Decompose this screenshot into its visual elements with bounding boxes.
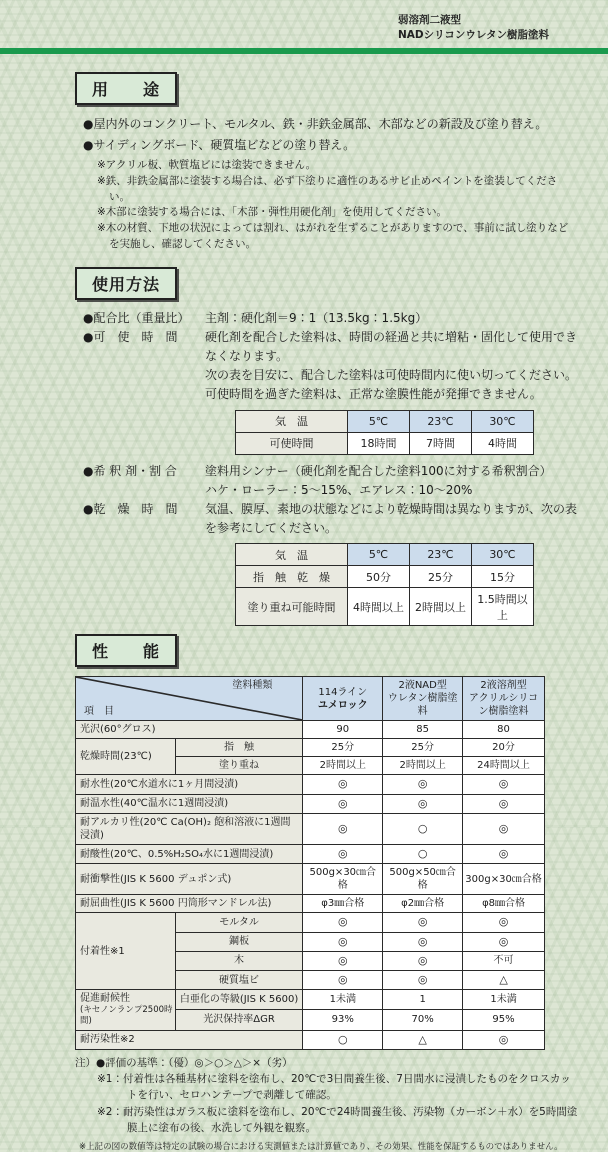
table-row: [236, 588, 534, 626]
table-row: [236, 544, 534, 566]
method-row-dry-time: [83, 500, 578, 538]
adhesion-note: ※1：付着性は各種基材に塗料を塗布し、20℃で3日間養生後、7日間水に浸漬したものをクロスカットを行い、セロハンテープで剥離して確認。: [97, 1073, 571, 1102]
perf-value: ◎: [383, 794, 463, 813]
method-row-text: [205, 500, 578, 538]
perf-col-line1: 2液溶剤型: [480, 680, 527, 692]
perf-sub-label: 木: [175, 951, 303, 970]
perf-col-acryl-silicone: [463, 677, 545, 721]
method-row-text: [205, 462, 578, 500]
pot-life-line: 可使時間を過ぎた塗料は、正常な塗膜性能が発揮できません。: [205, 387, 542, 402]
method-row-text: 主剤：硬化剤＝9：1（13.5kg：1.5kg）: [205, 310, 428, 325]
perf-value: ○: [383, 813, 463, 844]
perf-value: ◎: [463, 844, 545, 863]
perf-value: 20分: [463, 739, 545, 757]
usage-note: ※木の材質、下地の状況によっては割れ、はがれを生ずることがありますので、事前に試し塗りなどを実施し、確認してください。: [97, 222, 569, 250]
table-row: [76, 677, 545, 721]
perf-value: φ8㎜合格: [463, 895, 545, 913]
method-row-pot-life: [83, 328, 578, 405]
dry-time-line: 気温、膜厚、素地の状態などにより乾燥時間は異なりますが、次の表を参考にしてください。: [205, 501, 578, 536]
method-row-thinner: [83, 462, 578, 500]
table-row-stain: [76, 1030, 545, 1049]
perf-sub-label: 塗り重ね: [175, 757, 303, 775]
perf-sub-label: 光沢保持率ΔGR: [175, 1010, 303, 1030]
perf-row-label: 耐水性(20℃水道水に1ヶ月間浸漬): [76, 775, 303, 794]
perf-value: 2時間以上: [383, 757, 463, 775]
perf-value: ◎: [463, 775, 545, 794]
perf-value: φ2㎜合格: [383, 895, 463, 913]
perf-value: 25分: [303, 739, 383, 757]
method-row-text: [205, 328, 578, 405]
perf-value: ◎: [303, 844, 383, 863]
method-row-label: ●可 使 時 間: [83, 329, 178, 344]
perf-value: ◎: [383, 932, 463, 951]
table-row-flex: [76, 895, 545, 913]
method-section: [75, 267, 578, 627]
perf-value: 1未満: [463, 990, 545, 1010]
dry-time-value: 50分: [348, 566, 410, 588]
pot-life-header-temp: 気 温: [236, 410, 348, 432]
disclaimer-fine-print: ※上記の図の数値等は特定の試験の場合における実測値または計算値であり、その効果、性能を保証するものではありません。: [79, 1142, 563, 1152]
table-row-weathering-chalking: [76, 990, 545, 1010]
perf-value: ◎: [383, 775, 463, 794]
perf-col-line2: ユメロック: [317, 699, 368, 711]
perf-value: ◎: [463, 1030, 545, 1049]
perf-value: 85: [383, 721, 463, 739]
perf-value: 500g×50㎝合格: [383, 864, 463, 895]
recoat-row-label: 塗り重ね可能時間: [236, 588, 348, 626]
table-row-water: [76, 775, 545, 794]
perf-value: ◎: [303, 794, 383, 813]
usage-note: ※アクリル板、軟質塩ビには塗装できません。: [97, 159, 317, 172]
table-row: [236, 432, 534, 454]
method-row-label: ●配合比（重量比）: [83, 310, 190, 325]
perf-row-label: 光沢(60°グロス): [76, 721, 303, 739]
table-row-gloss: [76, 721, 545, 739]
perf-row-label: 耐屈曲性(JIS K 5600 円筒形マンドレル法): [76, 895, 303, 913]
table-row-adhesion-mortar: [76, 913, 545, 932]
perf-row-label: 耐酸性(20℃、0.5%H₂SO₄水に1週間浸漬): [76, 844, 303, 863]
stain-note: ※2：耐汚染性はガラス板に塗料を塗布し、20℃で24時間養生後、汚染物（カーボン＋水）を5時間塗膜上に塗布の後、水洗して外観を観察。: [97, 1105, 578, 1134]
evaluation-criteria-note: 注）●評価の基準：（優）◎＞○＞△＞×（劣）: [75, 1056, 293, 1069]
perf-corner-paint-type: 塗料種類: [232, 680, 273, 692]
perf-value: 25分: [383, 739, 463, 757]
table-row: [236, 410, 534, 432]
table-row-drytime-touch: [76, 739, 545, 757]
perf-corner-item: 項 目: [84, 706, 114, 718]
perf-value: ◎: [383, 971, 463, 990]
pot-life-header-5c: 5℃: [348, 410, 410, 432]
perf-value: ◎: [303, 775, 383, 794]
pot-life-header-30c: 30℃: [472, 410, 534, 432]
perf-sub-label: 指 触: [175, 739, 303, 757]
usage-notes: [97, 158, 578, 253]
perf-value: 1未満: [303, 990, 383, 1010]
table-row-acid: [76, 844, 545, 863]
perf-value: ◎: [463, 913, 545, 932]
method-section-title: 使用方法: [75, 267, 177, 300]
usage-note: ※木部に塗装する場合には、「木部・弾性用硬化剤」を使用してください。: [97, 206, 448, 219]
perf-sub-label: モルタル: [175, 913, 303, 932]
recoat-value: 2時間以上: [410, 588, 472, 626]
page-content: [0, 54, 608, 1152]
perf-row-label-line1: 促進耐候性: [80, 993, 130, 1005]
usage-note: ※鉄、非鉄金属部に塗装する場合は、必ず下塗りに適性のあるサビ止めペイントを塗装してください。: [97, 174, 558, 203]
performance-section-title: 性 能: [75, 634, 177, 667]
perf-value: △: [463, 971, 545, 990]
perf-col-line2: アクリルシリコン樹脂塗料: [468, 693, 539, 718]
perf-value: ◎: [383, 913, 463, 932]
perf-sub-label: 硬質塩ビ: [175, 971, 303, 990]
dry-time-header-5c: 5℃: [348, 544, 410, 566]
perf-value: 70%: [383, 1010, 463, 1030]
pot-life-line: 次の表を目安に、配合した塗料は可使時間内に使い切ってください。: [205, 368, 578, 383]
thinner-line: ハケ・ローラー：5～15%、エアレス：10～20%: [205, 482, 473, 497]
performance-table: [75, 676, 545, 1049]
dry-time-header-23c: 23℃: [410, 544, 472, 566]
recoat-value: 1.5時間以上: [472, 588, 534, 626]
method-row-mix-ratio: [83, 309, 578, 328]
thinner-line: 塗料用シンナー（硬化剤を配合した塗料100に対する希釈割合）: [205, 463, 552, 478]
perf-value: ◎: [303, 951, 383, 970]
dry-time-value: 25分: [410, 566, 472, 588]
perf-value: ○: [383, 844, 463, 863]
perf-row-label: 乾燥時間(23℃): [76, 739, 176, 775]
perf-value: 300g×30㎝合格: [463, 864, 545, 895]
perf-value: φ3㎜合格: [303, 895, 383, 913]
perf-value: ◎: [303, 813, 383, 844]
doc-header-line1: 弱溶剤二液型: [398, 14, 461, 26]
pot-life-value: 4時間: [472, 432, 534, 454]
perf-row-label: 耐温水性(40℃温水に1週間浸漬): [76, 794, 303, 813]
perf-value: 2時間以上: [303, 757, 383, 775]
perf-value: 24時間以上: [463, 757, 545, 775]
perf-value: ◎: [463, 794, 545, 813]
performance-notes: [75, 1055, 578, 1136]
doc-header: [0, 0, 608, 42]
usage-bullets: [83, 114, 578, 155]
perf-value: △: [383, 1030, 463, 1049]
perf-row-label: 付着性※1: [76, 913, 176, 990]
perf-col-urethane: [383, 677, 463, 721]
perf-value: 80: [463, 721, 545, 739]
perf-value: 90: [303, 721, 383, 739]
pot-life-table: [235, 410, 534, 455]
perf-col-line2: ウレタン樹脂塗料: [387, 693, 458, 718]
dry-time-header-30c: 30℃: [472, 544, 534, 566]
perf-value: 93%: [303, 1010, 383, 1030]
perf-value: ○: [303, 1030, 383, 1049]
perf-value: ◎: [383, 951, 463, 970]
table-row-alkali: [76, 813, 545, 844]
perf-value: ◎: [303, 932, 383, 951]
perf-value: 1: [383, 990, 463, 1010]
perf-value: 500g×30㎝合格: [303, 864, 383, 895]
table-row-impact: [76, 864, 545, 895]
dry-time-row-label: 指 触 乾 燥: [236, 566, 348, 588]
perf-row-label: 耐衝撃性(JIS K 5600 デュポン式): [76, 864, 303, 895]
pot-life-value: 7時間: [410, 432, 472, 454]
pot-life-value: 18時間: [348, 432, 410, 454]
table-row: [236, 566, 534, 588]
perf-row-label: [76, 990, 176, 1030]
usage-bullet: ●サイディングボード、硬質塩ビなどの塗り替え。: [83, 137, 356, 152]
perf-sub-label: 白亜化の等級(JIS K 5600): [175, 990, 303, 1010]
method-row-label: ●乾 燥 時 間: [83, 501, 178, 516]
performance-section: [75, 634, 578, 1152]
perf-value: ◎: [303, 913, 383, 932]
perf-value: ◎: [463, 932, 545, 951]
dry-time-value: 15分: [472, 566, 534, 588]
perf-sub-label: 鋼板: [175, 932, 303, 951]
method-row-label: ●希 釈 剤・割 合: [83, 463, 177, 478]
recoat-value: 4時間以上: [348, 588, 410, 626]
pot-life-line: 硬化剤を配合した塗料は、時間の経過と共に増粘・固化して使用できなくなります。: [205, 329, 578, 364]
pot-life-header-23c: 23℃: [410, 410, 472, 432]
perf-col-line1: 2液NAD型: [398, 680, 447, 692]
perf-value: 不可: [463, 951, 545, 970]
dry-time-table: [235, 543, 534, 626]
usage-section-title: 用 途: [75, 72, 177, 105]
doc-header-line2: NADシリコンウレタン樹脂塗料: [398, 28, 549, 41]
dry-time-header-temp: 気 温: [236, 544, 348, 566]
perf-row-label: 耐アルカリ性(20℃ Ca(OH)₂ 飽和溶液に1週間浸漬): [76, 813, 303, 844]
perf-value: ◎: [303, 971, 383, 990]
perf-value: 95%: [463, 1010, 545, 1030]
perf-col-yumelock: [303, 677, 383, 721]
perf-col-line1: 114ライン: [318, 686, 368, 698]
perf-value: ◎: [463, 813, 545, 844]
perf-row-label-line2: (キセノンランプ2500時間): [80, 1005, 173, 1027]
table-row-hotwater: [76, 794, 545, 813]
perf-row-label: 耐汚染性※2: [76, 1030, 303, 1049]
perf-corner-cell: [76, 677, 303, 721]
pot-life-row-label: 可使時間: [236, 432, 348, 454]
usage-bullet: ●屋内外のコンクリート、モルタル、鉄・非鉄金属部、木部などの新設及び塗り替え。: [83, 117, 548, 132]
